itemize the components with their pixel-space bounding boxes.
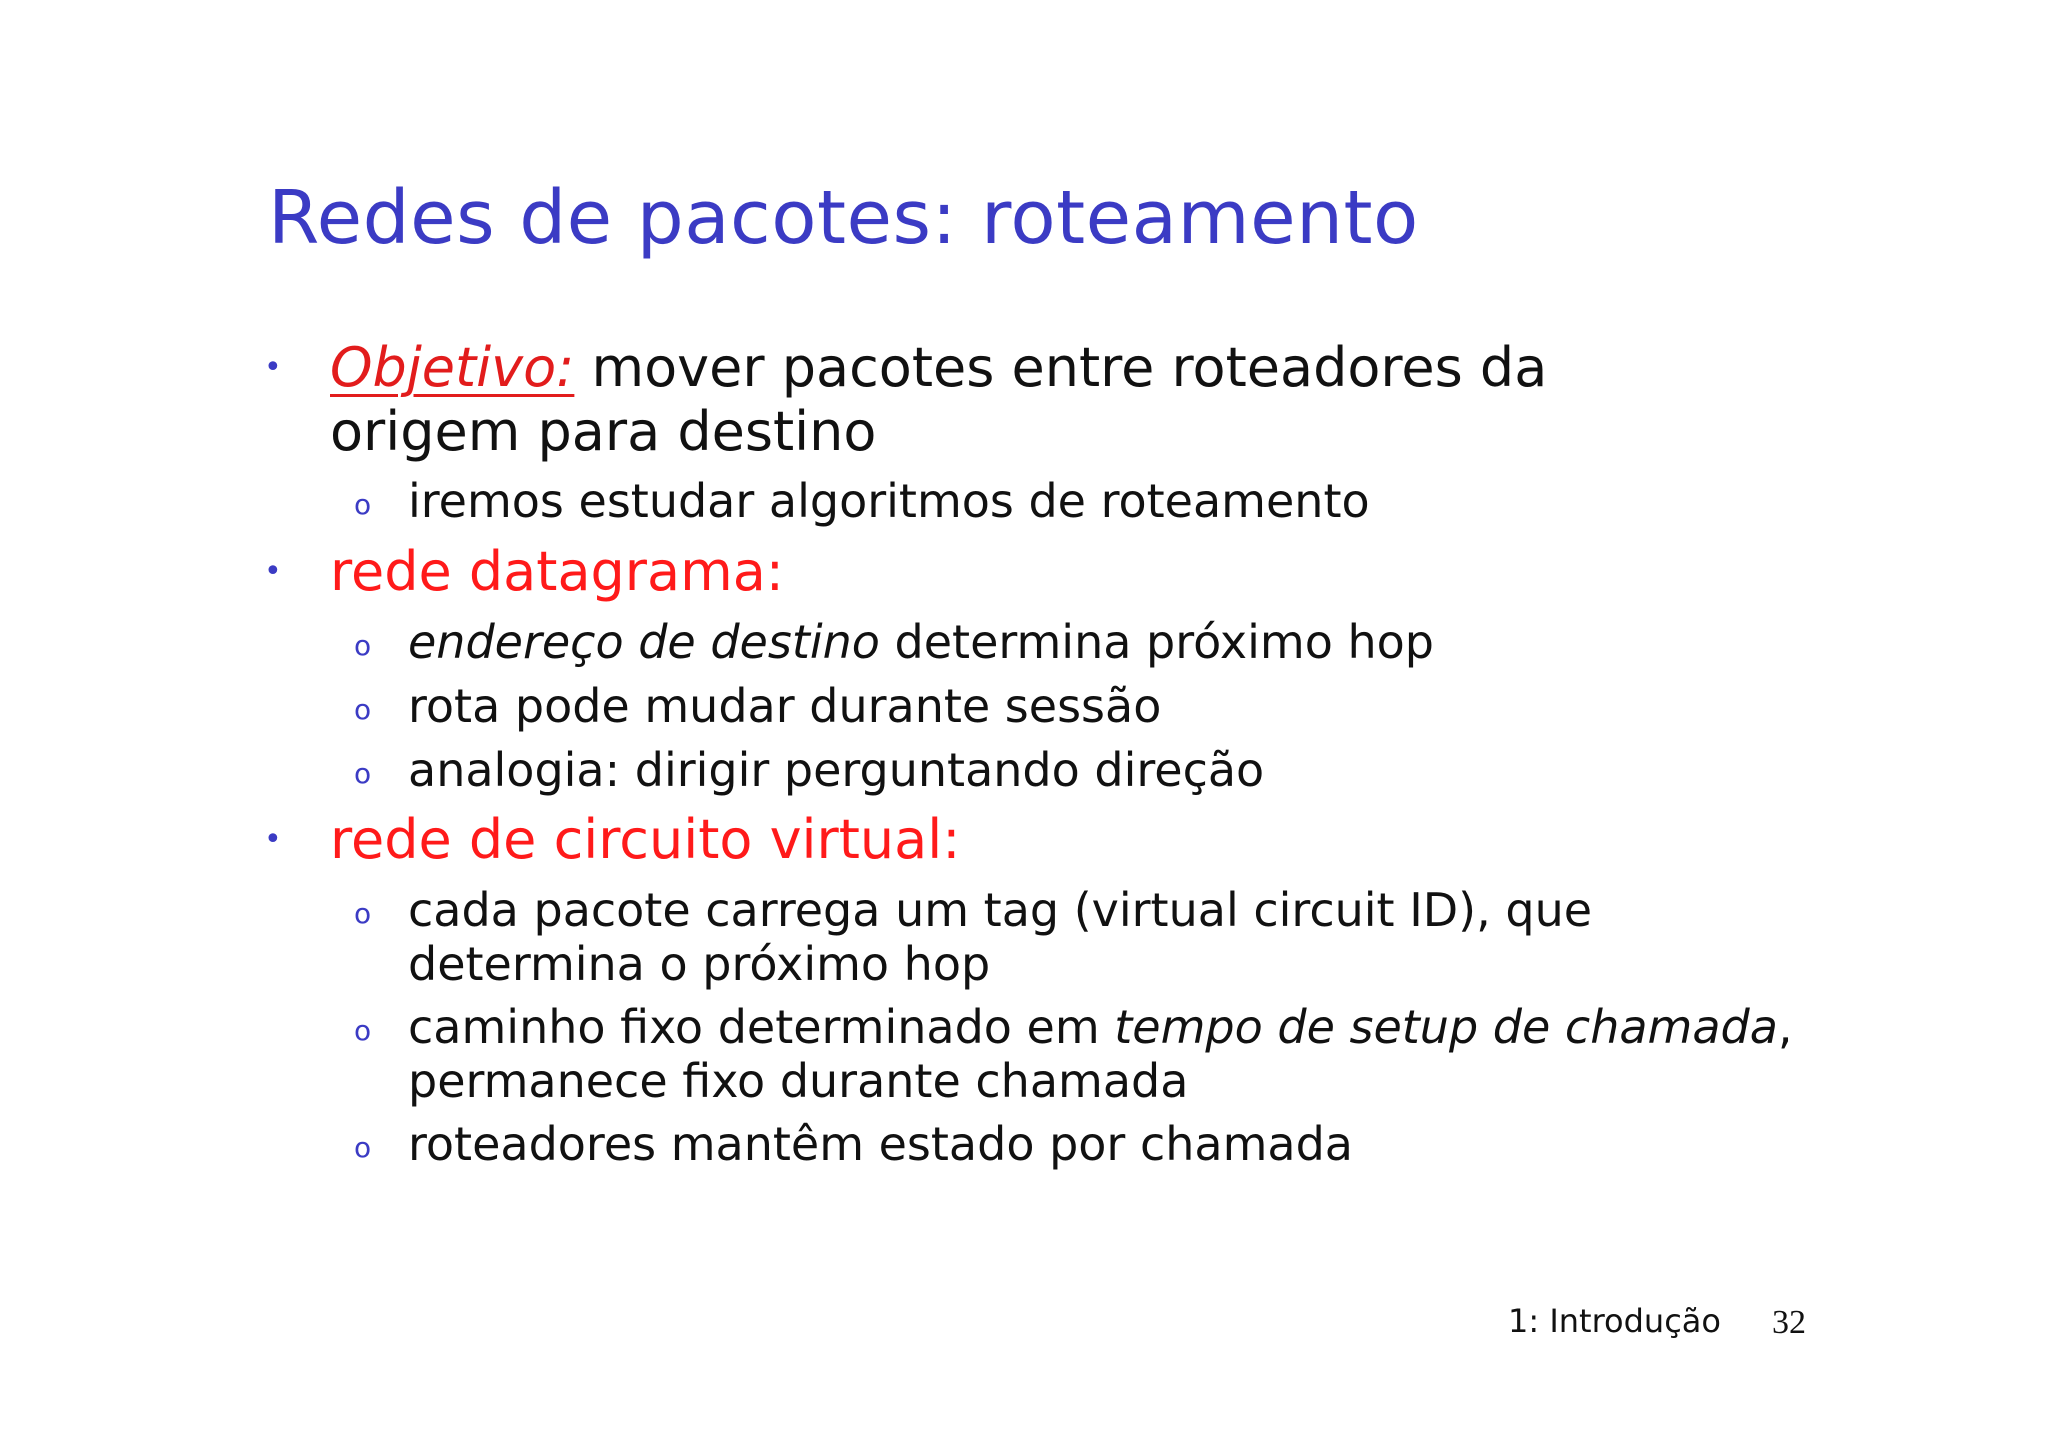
objetivo-text-line2: origem para destino [330, 400, 877, 463]
sub-bullet-text: determina próximo hop [879, 615, 1434, 669]
rede-datagrama-label: rede datagrama: [330, 540, 784, 603]
slide-title: Redes de pacotes: roteamento [268, 175, 1419, 261]
bullet-icon: • [264, 822, 282, 857]
sub-bullet-text: analogia: dirigir perguntando direção [408, 743, 1265, 797]
sub-bullet-icon: o [354, 693, 372, 726]
sub-bullet-icon: o [354, 488, 372, 521]
sub-bullet-icon: o [354, 1131, 372, 1164]
sub-bullet-text: caminho fixo determinado em [408, 1000, 1115, 1054]
sub-bullet-text: rota pode mudar durante sessão [408, 679, 1162, 733]
sub-bullet-after: , [1777, 1000, 1793, 1054]
sub-bullet-endereco [354, 615, 1434, 669]
objetivo-text-line1: mover pacotes entre roteadores da [574, 336, 1548, 399]
footer-section-label: 1: Introdução [1508, 1302, 1721, 1340]
sub-bullet-cada-pacote-continuation [408, 937, 990, 991]
sub-bullet-text: iremos estudar algoritmos de roteamento [408, 474, 1370, 528]
sub-bullet-rota [354, 679, 1162, 733]
sub-bullet-icon: o [354, 897, 372, 930]
sub-bullet-icon: o [354, 629, 372, 662]
sub-bullet-italic: endereço de destino [408, 615, 880, 669]
bullet-rede-datagrama [264, 540, 784, 604]
page-number: 32 [1772, 1304, 1806, 1341]
sub-bullet-text-line2: permanece fixo durante chamada [408, 1054, 1189, 1108]
bullet-objetivo-continuation [330, 400, 876, 464]
sub-bullet-caminho-fixo-continuation [408, 1054, 1188, 1108]
sub-bullet-text: roteadores mantêm estado por chamada [408, 1117, 1353, 1171]
objetivo-label: Objetivo: [330, 336, 575, 399]
circuito-virtual-label: rede de circuito virtual: [330, 808, 961, 871]
bullet-objetivo [264, 336, 1548, 400]
sub-bullet-text-line2: determina o próximo hop [408, 937, 991, 991]
sub-bullet-algoritmos [354, 474, 1370, 528]
sub-bullet-cada-pacote [354, 883, 1593, 937]
sub-bullet-analogia [354, 743, 1265, 797]
sub-bullet-icon: o [354, 1014, 372, 1047]
bullet-icon: • [264, 350, 282, 385]
sub-bullet-roteadores [354, 1117, 1353, 1171]
bullet-icon: • [264, 554, 282, 589]
bullet-circuito-virtual [264, 808, 961, 872]
sub-bullet-text: cada pacote carrega um tag (virtual circuit ID), que [408, 883, 1593, 937]
sub-bullet-icon: o [354, 757, 372, 790]
sub-bullet-italic: tempo de setup de chamada [1114, 1000, 1778, 1054]
sub-bullet-caminho-fixo [354, 1000, 1793, 1054]
